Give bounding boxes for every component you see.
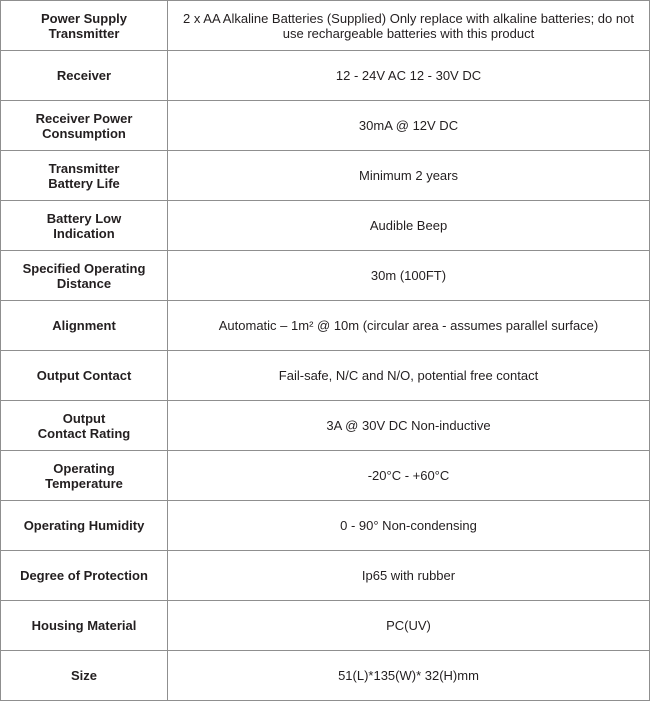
spec-label: Battery Low: [46, 210, 122, 226]
spec-value-cell: [168, 651, 650, 701]
spec-label: Battery Life: [48, 175, 120, 191]
spec-row: [1, 351, 650, 401]
spec-label-cell: [1, 451, 168, 501]
spec-label-cell: [1, 101, 168, 151]
spec-value-cell: [168, 201, 650, 251]
spec-value-cell: [168, 501, 650, 551]
spec-label: Power Supply: [41, 10, 127, 26]
spec-label: Transmitter: [48, 25, 120, 41]
spec-value-cell: [168, 301, 650, 351]
spec-label: Temperature: [45, 475, 123, 491]
spec-label: Specified Operating: [22, 260, 146, 276]
spec-label-cell: [1, 51, 168, 101]
spec-value: PC(UV): [386, 618, 431, 633]
spec-label: Receiver: [56, 68, 112, 83]
spec-label-cell: [1, 551, 168, 601]
spec-row: [1, 101, 650, 151]
spec-label-cell: [1, 151, 168, 201]
spec-label: Indication: [53, 225, 115, 241]
spec-row: [1, 601, 650, 651]
spec-label-cell: [1, 1, 168, 51]
spec-label: Size: [70, 668, 97, 683]
spec-value-cell: [168, 401, 650, 451]
spec-value: 51(L)*135(W)* 32(H)mm: [338, 668, 479, 683]
spec-label: Operating: [53, 460, 115, 476]
spec-label-cell: [1, 501, 168, 551]
spec-label-cell: [1, 351, 168, 401]
spec-value: Minimum 2 years: [359, 168, 458, 183]
spec-label: Operating Humidity: [23, 518, 145, 533]
spec-label-cell: [1, 251, 168, 301]
spec-value: Automatic – 1m² @ 10m (circular area - assumes parallel surface): [218, 318, 599, 333]
spec-value: Fail-safe, N/C and N/O, potential free contact: [278, 368, 539, 383]
spec-label: Alignment: [52, 318, 116, 333]
spec-row: [1, 151, 650, 201]
spec-row: [1, 401, 650, 451]
spec-label: Transmitter: [48, 160, 120, 176]
spec-label: Output Contact: [36, 368, 132, 383]
spec-value-cell: [168, 451, 650, 501]
spec-value: use rechargeable batteries with this product: [282, 25, 535, 41]
spec-label: Output: [62, 410, 106, 426]
spec-label-cell: [1, 601, 168, 651]
spec-label-cell: [1, 301, 168, 351]
spec-value: 0 - 90° Non-condensing: [340, 518, 477, 533]
spec-value: Ip65 with rubber: [361, 568, 456, 583]
spec-value: 12 - 24V AC 12 - 30V DC: [335, 68, 482, 83]
spec-label: Distance: [56, 275, 112, 291]
spec-label: Contact Rating: [37, 425, 131, 441]
spec-row: [1, 51, 650, 101]
spec-row: [1, 651, 650, 701]
spec-label: Housing Material: [31, 618, 137, 633]
spec-label-cell: [1, 401, 168, 451]
specifications-table-body: [1, 1, 650, 701]
spec-value-cell: [168, 551, 650, 601]
spec-value: 30m (100FT): [370, 268, 447, 283]
spec-value: 30mA @ 12V DC: [358, 118, 459, 133]
spec-value: 3A @ 30V DC Non-inductive: [326, 418, 491, 433]
spec-value-cell: [168, 101, 650, 151]
spec-value-cell: [168, 1, 650, 51]
spec-row: [1, 501, 650, 551]
spec-row: [1, 301, 650, 351]
spec-value-cell: [168, 351, 650, 401]
spec-label: Consumption: [42, 125, 126, 141]
spec-value-cell: [168, 251, 650, 301]
spec-label: Degree of Protection: [20, 568, 148, 583]
spec-label-cell: [1, 651, 168, 701]
spec-value: -20°C - +60°C: [367, 468, 450, 483]
spec-value: Audible Beep: [369, 218, 448, 233]
spec-row: [1, 201, 650, 251]
spec-value-cell: [168, 601, 650, 651]
spec-row: [1, 451, 650, 501]
spec-row: [1, 1, 650, 51]
spec-value-cell: [168, 51, 650, 101]
spec-row: [1, 551, 650, 601]
spec-label-cell: [1, 201, 168, 251]
spec-value-cell: [168, 151, 650, 201]
spec-row: [1, 251, 650, 301]
spec-value: 2 x AA Alkaline Batteries (Supplied) Only replace with alkaline batteries; do not: [183, 10, 634, 26]
spec-label: Receiver Power: [35, 110, 133, 126]
